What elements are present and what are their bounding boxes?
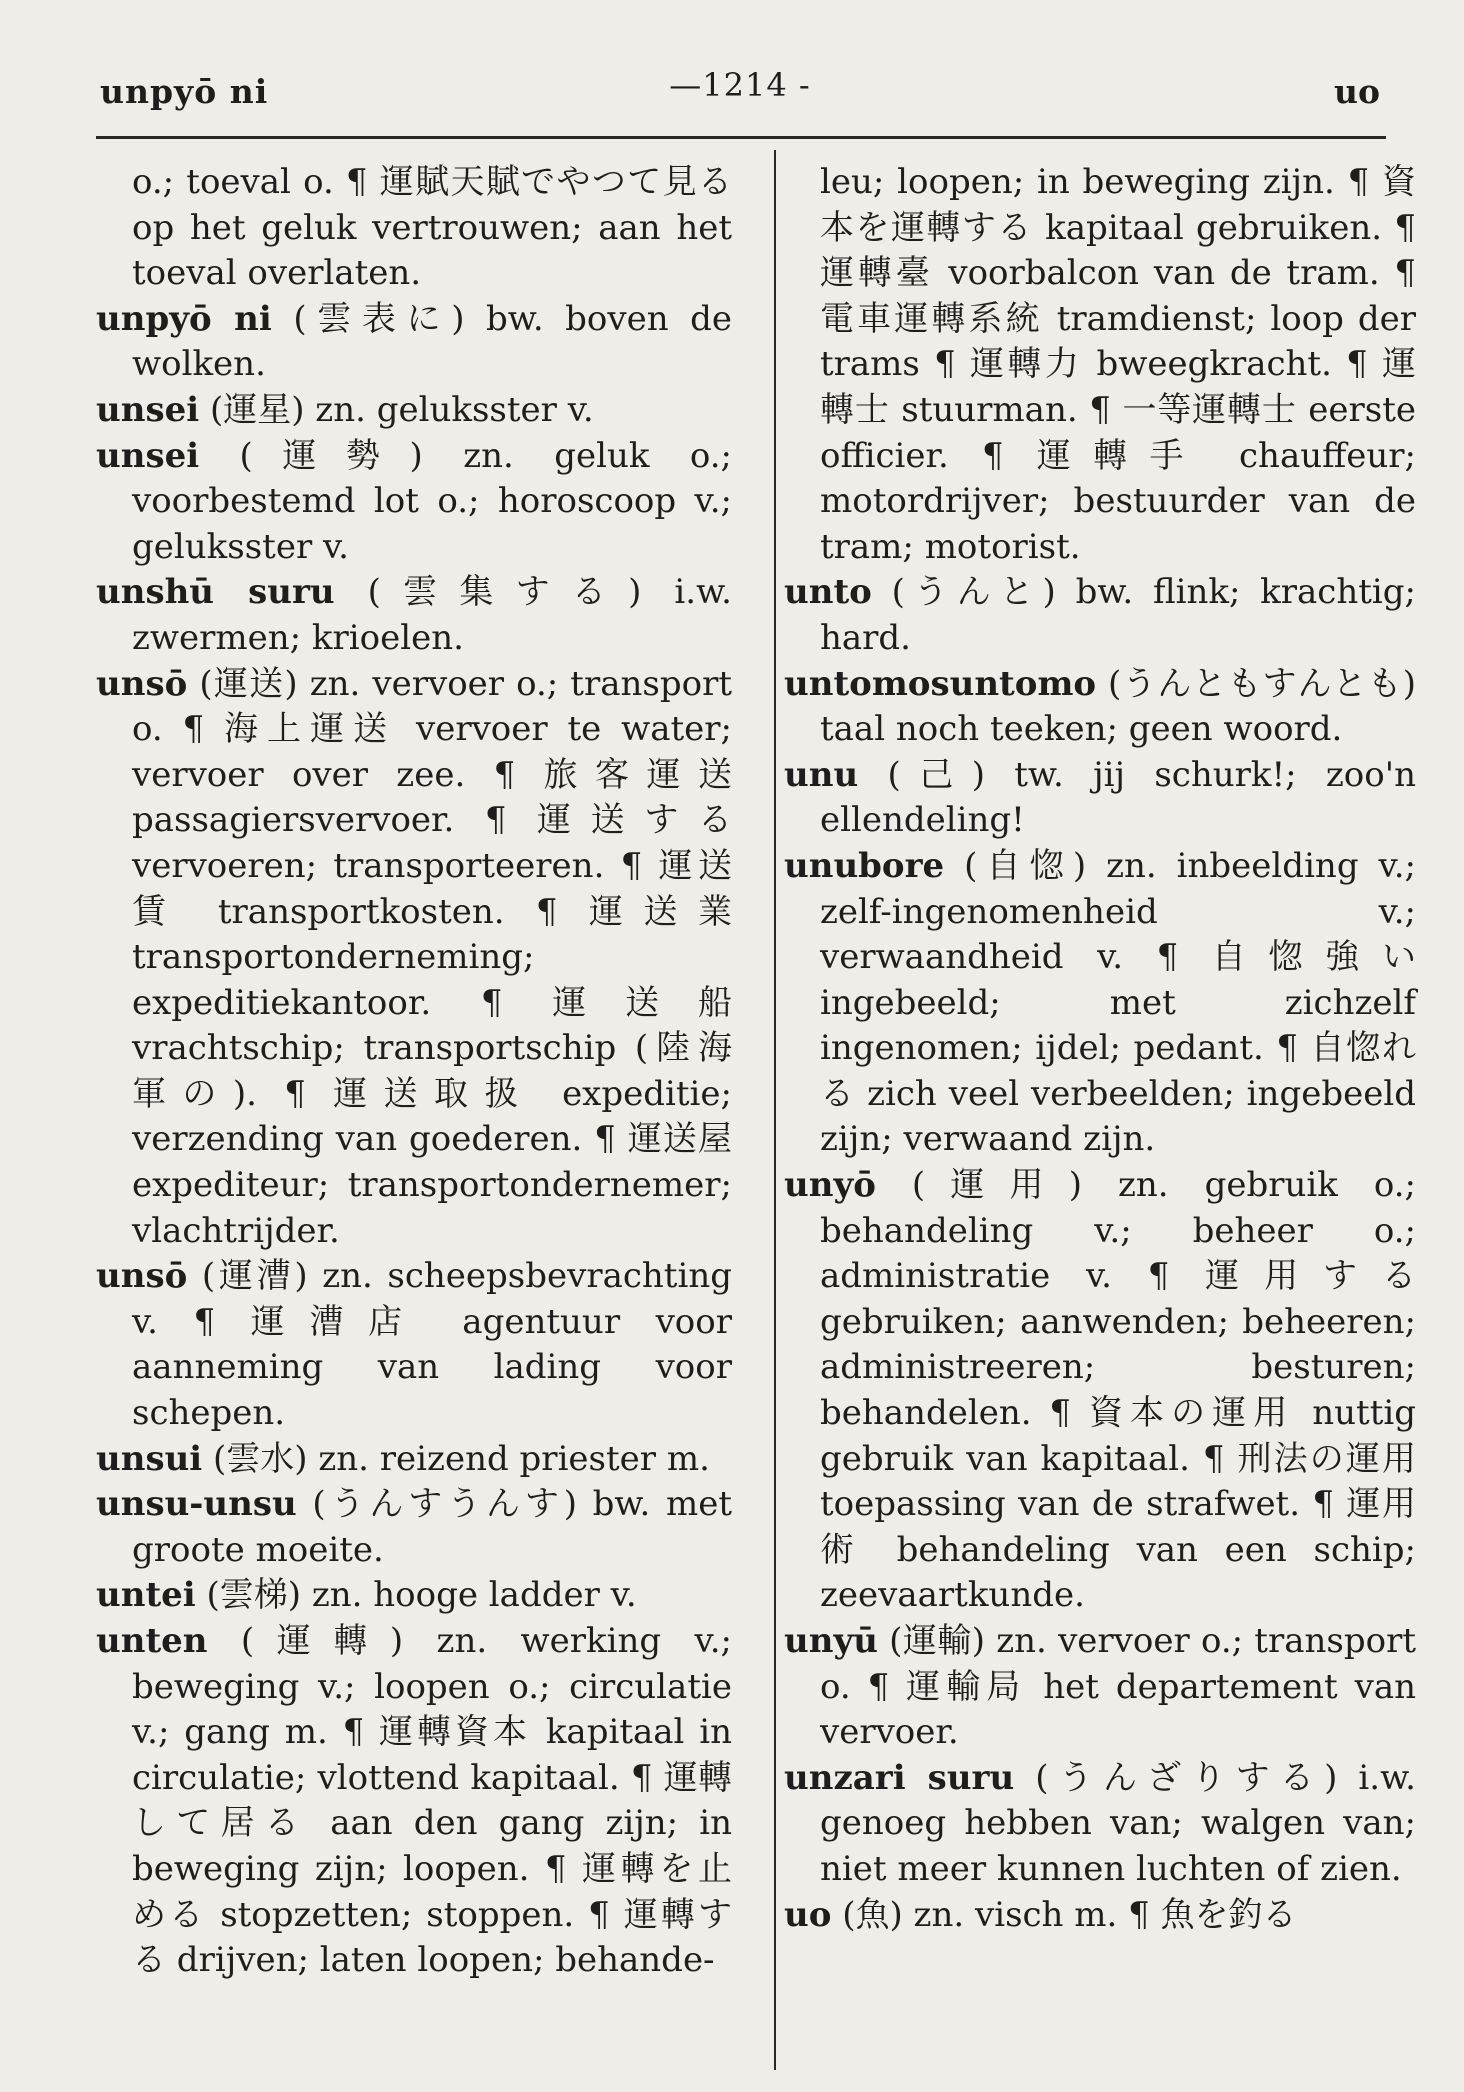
entry-headword: unsei	[96, 389, 200, 430]
entry-definition: (雲表に) bw. boven de wolken.	[132, 298, 733, 385]
entry-headword: unsō	[96, 663, 188, 704]
entry-definition: (うんすうんす) bw. met groote moeite.	[132, 1484, 733, 1570]
entry-headword: unyō	[784, 1165, 876, 1206]
entry-definition: (雲水) zn. reizend priester m.	[213, 1438, 710, 1479]
entry-definition: (運輸) zn. vervoer o.; transport o. ¶ 運輸局 het departement van vervoer.	[820, 1621, 1416, 1753]
dictionary-entry	[96, 1619, 732, 1984]
entry-definition: (運星) zn. geluksster v.	[209, 389, 594, 430]
entry-definition: (運送) zn. vervoer o.; transport o. ¶ 海上運送 vervoer te water; vervoer over zee. ¶ 旅客運送 passagiersvervoer. ¶ 運送する vervoeren; transporteeren. ¶ 運送賃 transportkosten. ¶ 運送業 transportonderneming; expeditiekantoor. ¶ 運送船 vrachtschip; transportschip (陸海軍の). ¶ 運送取扱 expeditie; verzending van goederen. ¶ 運送屋 expediteur; transportondernemer; vlachtrijder.	[132, 663, 732, 1251]
page-header	[96, 62, 1384, 118]
entry-definition: (雲集する) i.w. zwermen; krioelen.	[132, 572, 732, 658]
entry-headword: unsu-unsu	[96, 1484, 297, 1525]
dictionary-entry	[96, 160, 732, 297]
entry-headword: unto	[784, 572, 872, 613]
entry-headword: unubore	[784, 845, 945, 886]
right-column	[784, 160, 1416, 1938]
entry-headword: unyū	[784, 1621, 878, 1661]
running-head-left: unpyō ni	[100, 72, 269, 111]
entry-definition: (己) tw. jij schurk!; zoo'n ellendeling!	[820, 754, 1416, 841]
dictionary-entry	[96, 297, 732, 388]
dictionary-entry	[784, 1893, 1416, 1939]
dictionary-entry	[784, 160, 1416, 570]
dictionary-entry	[784, 1163, 1416, 1619]
dictionary-entry	[784, 1756, 1416, 1893]
dictionary-entry	[96, 1437, 732, 1483]
left-column	[96, 160, 732, 1984]
entry-headword: unu	[784, 754, 859, 795]
entry-definition: o.; toeval o. ¶ 運賦天賦でやつて見る op het geluk vertrouwen; aan het toeval overlaten.	[132, 162, 732, 294]
dictionary-entry	[784, 1619, 1416, 1756]
entry-headword: unshū suru	[96, 572, 335, 613]
entry-definition: (運漕) zn. scheepsbevrachting v. ¶ 運漕店 agentuur voor aanneming van lading voor schepen.	[132, 1256, 732, 1434]
dictionary-entry	[96, 434, 732, 571]
column-divider	[774, 150, 776, 2070]
entry-definition: leu; loopen; in beweging zijn. ¶ 資本を運轉する kapitaal gebruiken. ¶ 運轉臺 voorbalcon van de tram. ¶ 電車運轉系統 tramdienst; loop der trams ¶ 運轉力 bweegkracht. ¶ 運轉士 stuurman. ¶ 一等運轉士 eerste officier. ¶ 運轉手 chauffeur; motordrijver; bestuurder van de tram; motorist.	[820, 162, 1416, 567]
dictionary-entry	[96, 388, 732, 434]
entry-headword: untomosuntomo	[784, 663, 1097, 704]
entry-definition: (うんともすんとも) taal noch teeken; geen woord.	[820, 663, 1417, 750]
entry-headword: unzari suru	[784, 1757, 1015, 1798]
entry-definition: (自惚) zn. inbeelding v.; zelf-ingenomenheid v.; verwaandheid v. ¶ 自惚強い ingebeeld; met zichzelf ingenomen; ijdel; pedant. ¶ 自惚れる zich veel verbeelden; ingebeeld zijn; verwaand zijn.	[820, 845, 1416, 1160]
dictionary-entry	[784, 753, 1416, 844]
header-rule	[96, 136, 1386, 139]
dictionary-entry	[96, 570, 732, 661]
entry-definition: (魚) zn. visch m. ¶ 魚を釣る	[842, 1894, 1297, 1935]
dictionary-entry	[784, 662, 1416, 753]
dictionary-entry	[96, 1254, 732, 1436]
entry-definition: (運用) zn. gebruik o.; behandeling v.; beheer o.; administratie v. ¶ 運用する gebruiken; aanwenden; beheeren; administreeren; besturen; behandelen. ¶ 資本の運用 nuttig gebruik van kapitaal. ¶ 刑法の運用 toepassing van de strafwet. ¶ 運用術 behandeling van een schip; zeevaartkunde.	[820, 1165, 1416, 1616]
entry-definition: (うんざりする) i.w. genoeg hebben van; walgen van; niet meer kunnen luchten of zien.	[820, 1757, 1416, 1889]
entry-definition: (運勢) zn. geluk o.; voorbestemd lot o.; horoscoop v.; geluksster v.	[132, 435, 732, 567]
dictionary-entry	[96, 1482, 732, 1573]
dictionary-entry	[96, 1573, 732, 1619]
entry-headword: unsui	[96, 1438, 203, 1479]
page-number: —1214 -	[669, 66, 811, 104]
entry-headword: unten	[96, 1621, 208, 1661]
entry-headword: uo	[784, 1894, 832, 1935]
dictionary-entry	[784, 570, 1416, 661]
dictionary-entry	[96, 662, 732, 1255]
dictionary-entry	[784, 844, 1416, 1163]
entry-definition: (運轉) zn. werking v.; beweging v.; loopen o.; circulatie v.; gang m. ¶ 運轉資本 kapitaal in circulatie; vlottend kapitaal. ¶ 運轉して居る aan den gang zijn; in beweging zijn; loopen. ¶ 運轉を止める stopzetten; stoppen. ¶ 運轉する drijven; laten loopen; behande-	[132, 1621, 732, 1981]
entry-headword: unpyō ni	[96, 298, 272, 339]
entry-definition: (うんと) bw. flink; krachtig; hard.	[820, 572, 1417, 658]
entry-definition: (雲梯) zn. hooge ladder v.	[206, 1575, 637, 1616]
entry-headword: unsō	[96, 1256, 188, 1297]
entry-headword: unsei	[96, 435, 200, 476]
running-head-right: uo	[1333, 72, 1380, 111]
entry-headword: untei	[96, 1575, 196, 1616]
